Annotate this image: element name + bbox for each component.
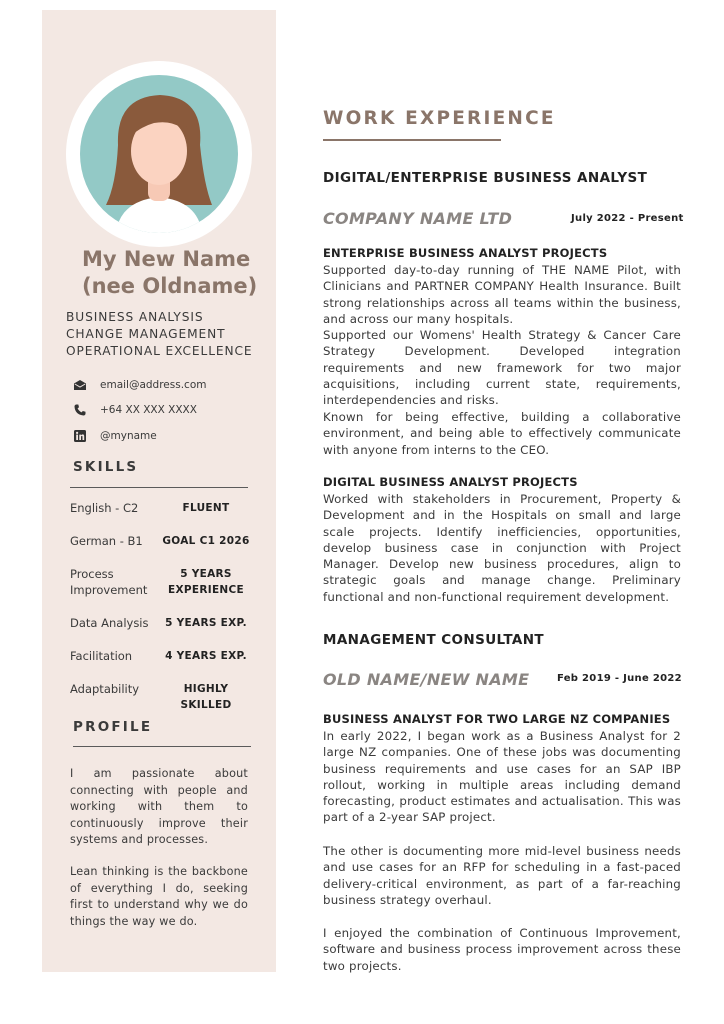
name-line-1: My New Name [82,247,251,271]
skill-level: 5 YEARS EXPERIENCE [168,568,244,596]
company-name: COMPANY NAME LTD [323,209,513,228]
profile-divider [73,746,251,747]
project-paragraph: I enjoyed the combination of Continuous Improvement, software and business process improvement across these two projects. [323,926,681,973]
tagline-line: BUSINESS ANALYSIS [66,310,204,324]
skill-name: Process Improvement [70,567,148,597]
project-paragraph: Known for being effective, building a collaborative environment, and being able to effectively communicate with anyone from interns to the CEO. [323,410,681,457]
skill-name: Adaptability [70,682,140,696]
skill-level: FLUENT [182,502,230,514]
skill-name: English - C2 [70,501,139,515]
project-paragraph: The other is documenting more mid-level business needs and use cases for an RFP for scheduling in a fast-paced delivery-critical environment, as part of a far-reaching business strategy overhaul. [323,844,681,907]
avatar [80,75,238,233]
skill-level: 4 YEARS EXP. [165,650,247,662]
name-line-2: (nee Oldname) [82,274,258,298]
skill-level: 5 YEARS EXP. [165,617,247,629]
job-dates: Feb 2019 - June 2022 [557,673,682,684]
skills-divider [70,487,248,488]
profile-title: PROFILE [73,719,153,735]
linkedin-icon [74,430,86,442]
contact-linkedin[interactable] [74,428,157,444]
skill-level: GOAL C1 2026 [162,535,250,547]
project-paragraph: In early 2022, I began work as a Business Analyst for 2 large NZ companies. One of these jobs was documenting business requirements and use cases for an SAP IBP rollout, working in multiple areas including demand forecasting, product estimates and actualisation. This was part of a 2-year SAP project. [323,729,681,825]
contact-phone[interactable] [74,402,197,418]
work-experience-title: WORK EXPERIENCE [323,108,556,129]
skill-level: HIGHLY SKILLED [180,683,232,711]
profile-paragraph: Lean thinking is the backbone of everything I do, seeking first to understand why we do things the way we do. [70,865,248,928]
project-paragraph: Supported our Womens' Health Strategy & Cancer Care Strategy Development. Developed integration requirements and new framework for two major acquisitions, including current state, requirements, interdependencies and risks. [323,328,681,408]
project-paragraph: Supported day-to-day running of THE NAME Pilot, with Clinicians and PARTNER COMPANY Health Insurance. Built strong relationships across all teams within the business, and across our many hospitals. [323,263,681,326]
person-avatar-icon [80,75,238,233]
phone-text: +64 XX XXX XXXX [100,404,197,416]
job-title: MANAGEMENT CONSULTANT [323,632,545,648]
phone-icon [74,404,86,416]
work-experience-divider [323,139,501,141]
linkedin-text: @myname [100,430,157,442]
job-dates: July 2022 - Present [571,213,684,224]
tagline-line: OPERATIONAL EXCELLENCE [66,344,253,358]
tagline [66,309,271,360]
profile-paragraph: I am passionate about connecting with people and working with them to continuously improve their systems and processes. [70,767,248,846]
project-heading: DIGITAL BUSINESS ANALYST PROJECTS [323,475,578,489]
skill-name: Data Analysis [70,616,149,630]
project-paragraph: Worked with stakeholders in Procurement, Property & Development and in the Hospitals on small and large scale projects. Identify inefficiencies, opportunities, develop business case in conjunction with Project Manager. Develop new business procedures, align to strategic goals and manage change. Preliminary functional and non-functional requirement development. [323,492,681,604]
skill-name: German - B1 [70,534,143,548]
candidate-name [82,246,272,300]
skill-name: Facilitation [70,649,133,663]
envelope-icon [74,379,86,391]
company-name: OLD NAME/NEW NAME [323,670,530,689]
project-heading: ENTERPRISE BUSINESS ANALYST PROJECTS [323,246,608,260]
skills-title: SKILLS [73,459,139,475]
email-text: email@address.com [100,379,207,391]
tagline-line: CHANGE MANAGEMENT [66,327,226,341]
contact-email[interactable] [74,377,206,393]
project-heading: BUSINESS ANALYST FOR TWO LARGE NZ COMPANIES [323,712,671,726]
job-title: DIGITAL/ENTERPRISE BUSINESS ANALYST [323,170,648,186]
avatar-frame [66,61,252,247]
